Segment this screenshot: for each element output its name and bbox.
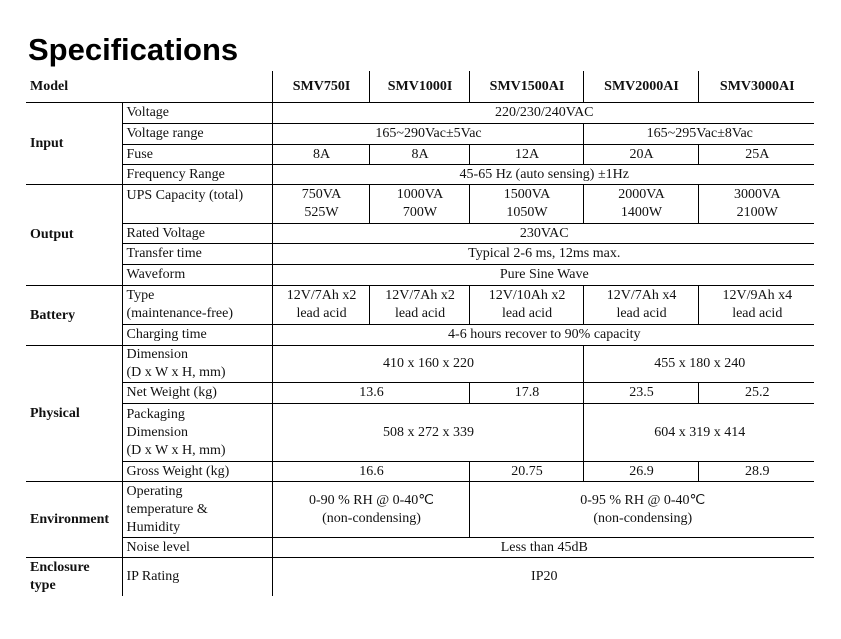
cell-value: 165~295Vac±8Vac	[583, 124, 814, 145]
table-row	[26, 103, 814, 124]
cell-value	[469, 482, 814, 538]
row-label: Gross Weight (kg)	[122, 462, 272, 482]
row-label: Voltage range	[122, 124, 272, 145]
cell-value	[369, 185, 469, 224]
specifications-table	[26, 71, 814, 596]
category-output: Output	[26, 185, 122, 286]
cell-value: 410 x 160 x 220	[272, 346, 583, 383]
cell-value	[469, 286, 583, 325]
table-header-row	[26, 71, 814, 103]
cell-value: 20.75	[469, 462, 583, 482]
cell-value: 20A	[583, 145, 698, 165]
cell-value: 26.9	[583, 462, 698, 482]
table-row	[26, 265, 814, 286]
cell-value: 4-6 hours recover to 90% capacity	[272, 325, 814, 346]
cell-value: 45-65 Hz (auto sensing) ±1Hz	[272, 165, 814, 185]
cell-value	[272, 482, 469, 538]
category-environment: Environment	[26, 482, 122, 558]
cell-value	[369, 286, 469, 325]
humidity-range: 0-95 % RH @ 0-40℃	[580, 492, 706, 508]
capacity-va: 750VA	[301, 187, 342, 202]
battery-spec: 12V/10Ah x2	[488, 288, 566, 303]
table-row	[26, 482, 814, 538]
model-column-header: SMV1000I	[369, 71, 469, 103]
table-row	[26, 244, 814, 265]
table-row	[26, 124, 814, 145]
row-label: Waveform	[122, 265, 272, 286]
page-title: Specifications	[28, 32, 239, 67]
table-row	[26, 404, 814, 462]
cell-value	[698, 185, 814, 224]
cell-value: IP20	[272, 558, 814, 596]
row-label-line: Type	[126, 288, 155, 303]
row-label	[122, 404, 272, 462]
row-label	[122, 482, 272, 538]
row-label: Voltage	[122, 103, 272, 124]
category-physical: Physical	[26, 346, 122, 482]
row-label: UPS Capacity (total)	[122, 185, 272, 224]
row-label	[122, 346, 272, 383]
cell-value: Pure Sine Wave	[272, 265, 814, 286]
humidity-note: (non-condensing)	[593, 510, 693, 526]
cell-value: 508 x 272 x 339	[272, 404, 583, 462]
category-input: Input	[26, 103, 122, 185]
capacity-w: 700W	[402, 205, 438, 220]
model-header: Model	[26, 71, 272, 103]
capacity-w: 1400W	[620, 205, 663, 220]
row-label: Rated Voltage	[122, 224, 272, 244]
row-label: Frequency Range	[122, 165, 272, 185]
cell-value: 8A	[272, 145, 369, 165]
cell-value	[272, 286, 369, 325]
cell-value: Less than 45dB	[272, 538, 814, 558]
row-label-line: Dimension	[126, 347, 188, 362]
cell-value: 12A	[469, 145, 583, 165]
model-column-header: SMV2000AI	[583, 71, 698, 103]
capacity-va: 2000VA	[618, 187, 665, 202]
cell-value: Typical 2-6 ms, 12ms max.	[272, 244, 814, 265]
cell-value	[583, 185, 698, 224]
table-row	[26, 286, 814, 325]
capacity-va: 3000VA	[734, 187, 781, 202]
row-label-line: (D x W x H, mm)	[126, 442, 226, 458]
cell-value	[698, 286, 814, 325]
row-label: Net Weight (kg)	[122, 383, 272, 404]
battery-kind: lead acid	[732, 306, 783, 321]
table-row	[26, 224, 814, 244]
row-label-line: temperature &	[126, 501, 208, 517]
row-label: Charging time	[122, 325, 272, 346]
cell-value: 16.6	[272, 462, 469, 482]
battery-kind: lead acid	[616, 306, 667, 321]
table-row	[26, 538, 814, 558]
row-label: Noise level	[122, 538, 272, 558]
row-label-line: (maintenance-free)	[126, 306, 233, 321]
humidity-note: (non-condensing)	[322, 510, 421, 526]
battery-spec: 12V/7Ah x4	[606, 288, 677, 303]
capacity-w: 1050W	[506, 205, 548, 220]
category-enclosure	[26, 558, 122, 596]
cell-value: 220/230/240VAC	[272, 103, 814, 124]
cell-value: 23.5	[583, 383, 698, 404]
cell-value: 230VAC	[272, 224, 814, 244]
cell-value	[272, 185, 369, 224]
battery-spec: 12V/7Ah x2	[385, 288, 455, 303]
category-battery: Battery	[26, 286, 122, 346]
cell-value: 25A	[698, 145, 814, 165]
cell-value: 165~290Vac±5Vac	[272, 124, 583, 145]
capacity-w: 525W	[304, 205, 339, 220]
row-label-line: Packaging	[126, 406, 185, 422]
table-row	[26, 165, 814, 185]
battery-spec: 12V/7Ah x2	[286, 288, 357, 303]
battery-spec: 12V/9Ah x4	[722, 288, 793, 303]
cell-value: 25.2	[698, 383, 814, 404]
cell-value: 13.6	[272, 383, 469, 404]
battery-kind: lead acid	[296, 306, 347, 321]
row-label-line: (D x W x H, mm)	[126, 365, 226, 380]
row-label: IP Rating	[122, 558, 272, 596]
table-row	[26, 462, 814, 482]
table-row	[26, 558, 814, 596]
table-row	[26, 185, 814, 224]
category-line: type	[30, 577, 56, 593]
cell-value: 28.9	[698, 462, 814, 482]
cell-value	[469, 185, 583, 224]
cell-value	[583, 286, 698, 325]
row-label-line: Dimension	[126, 424, 188, 440]
cell-value: 455 x 180 x 240	[583, 346, 814, 383]
humidity-range: 0-90 % RH @ 0-40℃	[308, 492, 435, 508]
cell-value: 17.8	[469, 383, 583, 404]
row-label: Fuse	[122, 145, 272, 165]
table-row	[26, 346, 814, 383]
model-column-header: SMV3000AI	[698, 71, 814, 103]
battery-kind: lead acid	[501, 306, 553, 321]
row-label: Transfer time	[122, 244, 272, 265]
model-column-header: SMV1500AI	[469, 71, 583, 103]
row-label	[122, 286, 272, 325]
capacity-va: 1000VA	[396, 187, 444, 202]
cell-value: 604 x 319 x 414	[583, 404, 814, 462]
table-row	[26, 325, 814, 346]
capacity-w: 2100W	[736, 205, 778, 220]
table-row	[26, 145, 814, 165]
table-row	[26, 383, 814, 404]
row-label-line: Humidity	[126, 519, 181, 535]
battery-kind: lead acid	[394, 306, 446, 321]
model-column-header: SMV750I	[272, 71, 369, 103]
category-line: Enclosure	[30, 559, 90, 575]
row-label-line: Operating	[126, 483, 183, 499]
capacity-va: 1500VA	[503, 187, 551, 202]
cell-value: 8A	[369, 145, 469, 165]
